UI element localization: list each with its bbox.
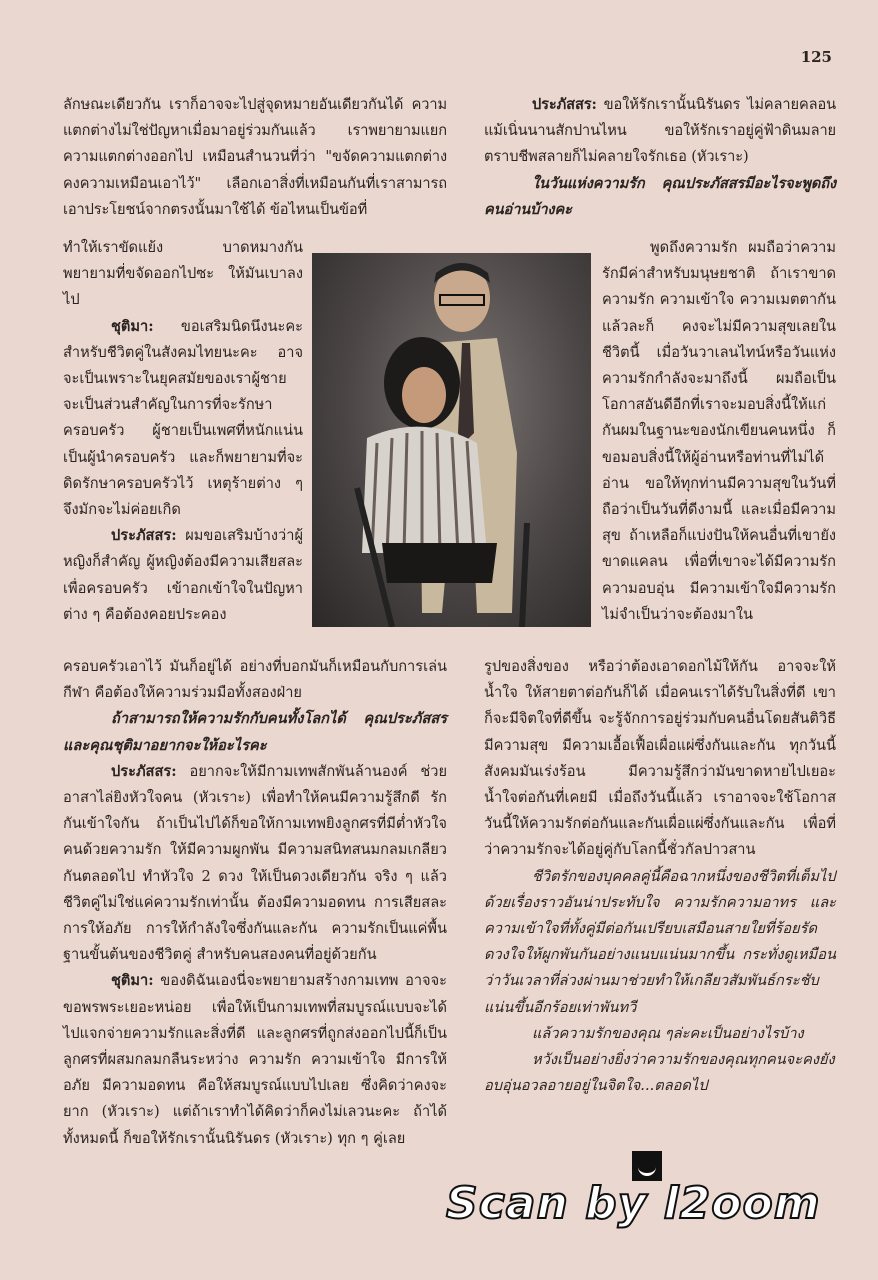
magazine-logo-icon <box>632 1151 662 1181</box>
question-3: ในวันแห่งความรัก คุณประภัสสรมีอะไรจะพูดถึงคนอ่านบ้างคะ <box>484 174 836 218</box>
right-column-top <box>484 92 836 223</box>
scan-credit-watermark: Scan by l2oom <box>446 1178 821 1229</box>
prakasit-answer-3 <box>484 92 836 171</box>
chutima-answer-2 <box>63 968 447 1151</box>
page-number: 125 <box>800 48 832 66</box>
couple-photo <box>312 253 591 627</box>
left-column-top <box>63 92 447 223</box>
speaker-prakasit-3: ประภัสสร: <box>532 96 597 113</box>
prakasit-answer-1 <box>63 523 303 628</box>
prakasit-text-1: ผมขอเสริมบ้างว่าผู้หญิงก็สำคัญ ผู้หญิงต้องมีความเสียสละเพื่อครอบครัว เข้าอกเข้าใจในปัญหาต่าง ๆ คือต้องคอยประคอง <box>63 527 303 623</box>
chutima-answer-1 <box>63 314 303 524</box>
chutima-text-2: ของดิฉันเองนี่จะพยายามสร้างกามเทพ อาจจะขอพรพระเยอะหน่อย เพื่อให้เป็นกามเทพที่สมบูรณ์แบบจะได้ไปแจกจ่ายความรักและสิ่งที่ดี และลูกศรที่ถูกส่งออกไปนี้ก็เป็นลูกศรที่ผสมกลมกลืนระหว่าง ความรัก ความเข้าใจ มีการให้อภัย มีความอดทน คือให้สมบูรณ์แบบไปเลย ซึ่งคิดว่าคงจะยาก (หัวเราะ) แต่ถ้าเราทำได้คิดว่าก็คงไม่เลวนะคะ ถ้าได้ทั้งหมดนี้ ก็ขอให้รักเรานั้นนิรันดร (หัวเราะ) ทุก ๆ คู่เลย <box>63 972 447 1147</box>
speaker-prakasit-2: ประภัสสร: <box>111 762 177 780</box>
left-top-paragraph: ลักษณะเดียวกัน เราก็อาจจะไปสู่จุดหมายอันเดียวกันได้ ความแตกต่างไม่ใช่ปัญหาเมื่อมาอยู่ร่วมกันแล้ว เราพยายามแยกความแตกต่างออกไป เหมือนสำนวนที่ว่า "ขจัดความแตกต่าง คงความเหมือนเอาไว้" เลือกเอาสิ่งที่เหมือนกันที่เราสามารถเอาประโยชน์จากตรงนั้นมาใช้ได้ ข้อไหนเป็นข้อที่ <box>63 96 447 218</box>
chutima-text-1: ขอเสริมนิดนึงนะคะ สำหรับชีวิตคู่ในสังคมไทยนะคะ อาจจะเป็นเพราะในยุคสมัยของเราผู้ชายจะเป็นส่วนสำคัญในการที่จะรักษาครอบครัว ผู้ชายเป็นเพศที่หนักแน่นเป็นผู้นำครอบครัว และก็พยายามที่จะดิดรักษาครอบครัวไว้ เหตุร้ายต่าง ๆ จึงมักจะไม่ค่อยเกิด <box>63 317 303 519</box>
speaker-chutima-2: ชุติมา: <box>111 972 154 990</box>
speaker-prakasit: ประภัสสร: <box>111 527 177 545</box>
closing-paragraph-3: หวังเป็นอย่างยิ่งว่าความรักของคุณทุกคนจะคงยังอบอุ่นอวลอายอยู่ในจิตใจ...ตลอดไป <box>484 1051 835 1095</box>
right-narrow-paragraph: พูดถึงความรัก ผมถือว่าความรักมีค่าสำหรับมนุษยชาติ ถ้าเราขาดความรัก ความเข้าใจ ความเมตตากันแล้วละก็ คงจะไม่มีความสุขเลยในชีวิตนี้ เมื่อวันวาเลนไทน์หรือวันแห่งความรักกำลังจะมาถึงนี้ ผมถือเป็นโอกาสอันดีอีกที่เราจะมอบสิ่งนี้ให้แก่กันผมในฐานะของนักเขียนคนหนึ่ง ก็ขอมอบสิ่งนี้ให้ผู้อ่านหรือท่านที่ไม่ได้อ่าน ขอให้ทุกท่านมีความสุขในวันที่ถือว่าเป็นวันที่ดีงามนี้ และเมื่อมีความสุข ถ้าเหลือก็แบ่งปันให้คนอื่นที่เขายังขาดแคลน เพื่อที่เขาจะได้มีความรัก ความอบอุ่น มีความเข้าใจมีความรัก ไม่จำเป็นว่าจะต้องมาใน <box>602 239 836 623</box>
prakasit-text-2: อยากจะให้มีกามเทพสักพันล้านองค์ ช่วยอาสาไล่ยิงหัวใจคน (หัวเราะ) เพื่อทำให้คนมีความรู้สึกดี รักกันเข้าใจกัน ถ้าเป็นไปได้ก็ขอให้กามเทพยิงลูกศรที่มีต่ำหัวใจคนด้วยความรัก ให้มีความผูกพัน มีความสนิทสนมกลมเกลียวกันตลอดไป ทำหัวใจ 2 ดวง ให้เป็นดวงเดียวกัน จริง ๆ แล้วชีวิตคู่ไม่ใช่แค่ความรักเท่านั้น ต้องมีความอดทน การเสียสละ การให้อภัย การให้กำลังใจซึ่งกันและกัน ความรักเป็นแค่พื้นฐานขั้นต้นของชีวิตคู่ สำหรับคนสองคนที่อยู่ด้วยกัน <box>63 762 447 964</box>
left-narrow-column <box>63 235 303 628</box>
speaker-chutima: ชุติมา: <box>111 317 154 335</box>
left-narrow-paragraph: ทำให้เราขัดแย้ง บาดหมางกัน พยายามที่ขจัดออกไปซะ ให้มันเบาลงไป <box>63 239 303 309</box>
closing-paragraph-2: แล้วความรักของคุณ ๆล่ะคะเป็นอย่างไรบ้าง <box>532 1024 804 1042</box>
prakasit-answer-2 <box>63 759 447 969</box>
prakasit-text-3: ขอให้รักเรานั้นนิรันดร ไม่คลายคลอนแม้เนิ่นนานสักปานไหน ขอให้รักเราอยู่คู่ฟ้าดินมลาย ตราบชีพสลายก็ไม่คลายใจรักเธอ (หัวเราะ) <box>484 96 836 166</box>
question-2: ถ้าสามารถให้ความรักกับคนทั้งโลกได้ คุณประภัสสรและคุณชุติมาอยากจะให้อะไรคะ <box>63 710 447 754</box>
right-wide-block <box>484 654 836 1099</box>
right-wide-paragraph: รูปของสิ่งของ หรือว่าต้องเอาดอกไม้ให้กัน อาจจะให้น้ำใจ ให้สายตาต่อกันก็ได้ เมื่อคนเราได้รับในสิ่งที่ดี เขาก็จะมีจิตใจที่ดีขึ้น จะรู้จักการอยู่ร่วมกับคนอื่นโดยสันติวิธี มีความสุข มีความเอื้อเฟื้อเผื่อแผ่ซึ่งกันและกัน ทุกวันนี้สังคมมันเร่งร้อน มีความรู้สึกว่ามันขาดหายไปเยอะ น้ำใจต่อกันที่เคยมี เมื่อถึงวันนี้แล้ว เราอาจจะใช้โอกาสวันนี้ให้ความรักต่อกันและกันเผื่อแผ่ซึ่งกันและกัน เพื่อที่ว่าความรักจะได้อยู่คู่กับโลกนี้ชั่วกัลปาวสาน <box>484 658 836 859</box>
right-narrow-column <box>602 235 836 628</box>
left-wide-paragraph: ครอบครัวเอาไว้ มันก็อยู่ได้ อย่างที่บอกมันก็เหมือนกับการเล่นกีฬา คือต้องให้ความร่วมมือทั้งสองฝ่าย <box>63 658 447 702</box>
closing-paragraph-1: ชีวิตรักของบุคคลคู่นี้คือฉากหนึ่งของชีวิตที่เต็มไปด้วยเรื่องราวอันน่าประทับใจ ความรักความอาทร และความเข้าใจที่ทั้งคู่มีต่อกันเปรียบเสมือนสายใยที่ร้อยรัดดวงใจให้ผูกพันกันอย่างแนบแน่นมากขึ้น กระทั่งดูเหมือนว่าวันเวลาที่ล่วงผ่านมาช่วยทำให้เกลียวสัมพันธ์กระชับแน่นขึ้นอีกร้อยเท่าพันทวี <box>484 867 836 1016</box>
couple-photo-illustration <box>312 253 591 627</box>
